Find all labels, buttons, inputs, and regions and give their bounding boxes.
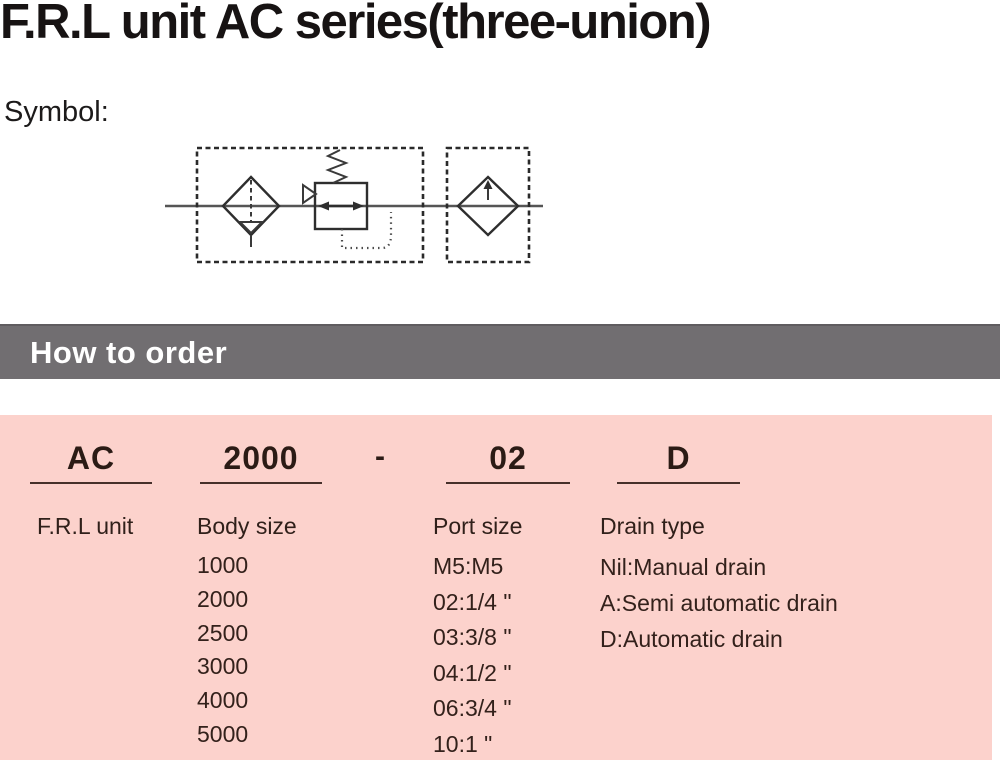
filter-symbol-icon xyxy=(223,177,279,247)
order-code-body-size: 2000 xyxy=(200,440,322,484)
body-size-option: 5000 xyxy=(197,720,249,747)
body-size-option: 2000 xyxy=(197,585,249,612)
symbol-section-label: Symbol: xyxy=(4,96,109,128)
order-code-series: AC xyxy=(30,440,152,484)
drain-type-column-header: Drain type xyxy=(600,513,705,539)
frl-unit-column xyxy=(37,513,133,549)
body-size-option: 2500 xyxy=(197,619,249,646)
port-size-option: 03:3/8 " xyxy=(433,624,512,650)
regulator-symbol-icon xyxy=(303,150,391,248)
how-to-order-heading: How to order xyxy=(30,334,228,370)
drain-type-column xyxy=(600,513,838,657)
drain-type-option: A:Semi automatic drain xyxy=(600,590,838,616)
body-size-option: 1000 xyxy=(197,552,249,578)
body-size-option: 4000 xyxy=(197,687,249,714)
body-size-column xyxy=(197,513,297,752)
body-size-column-header: Body size xyxy=(197,513,297,539)
order-code-separator: - xyxy=(375,440,385,473)
pneumatic-circuit-diagram xyxy=(160,140,560,272)
order-code-panel xyxy=(0,415,992,760)
port-size-option: 10:1 " xyxy=(433,730,493,757)
body-size-option: 3000 xyxy=(197,653,249,680)
order-code-port-size: 02 xyxy=(446,440,570,484)
port-size-option: 02:1/4 " xyxy=(433,588,512,615)
page-title: F.R.L unit AC series(three-union) xyxy=(0,0,711,49)
port-size-column-header: Port size xyxy=(433,513,523,539)
port-size-option: M5:M5 xyxy=(433,553,504,579)
frl-symbol-svg xyxy=(160,140,560,272)
drain-type-option: D:Automatic drain xyxy=(600,626,783,652)
port-size-option: 06:3/4 " xyxy=(433,695,512,721)
frl-unit-column-header: F.R.L unit xyxy=(37,513,134,539)
how-to-order-banner xyxy=(0,324,1000,379)
order-code-drain-type: D xyxy=(617,440,740,484)
drain-type-option: Nil:Manual drain xyxy=(600,554,767,580)
port-size-column xyxy=(433,513,522,760)
port-size-option: 04:1/2 " xyxy=(433,659,512,686)
